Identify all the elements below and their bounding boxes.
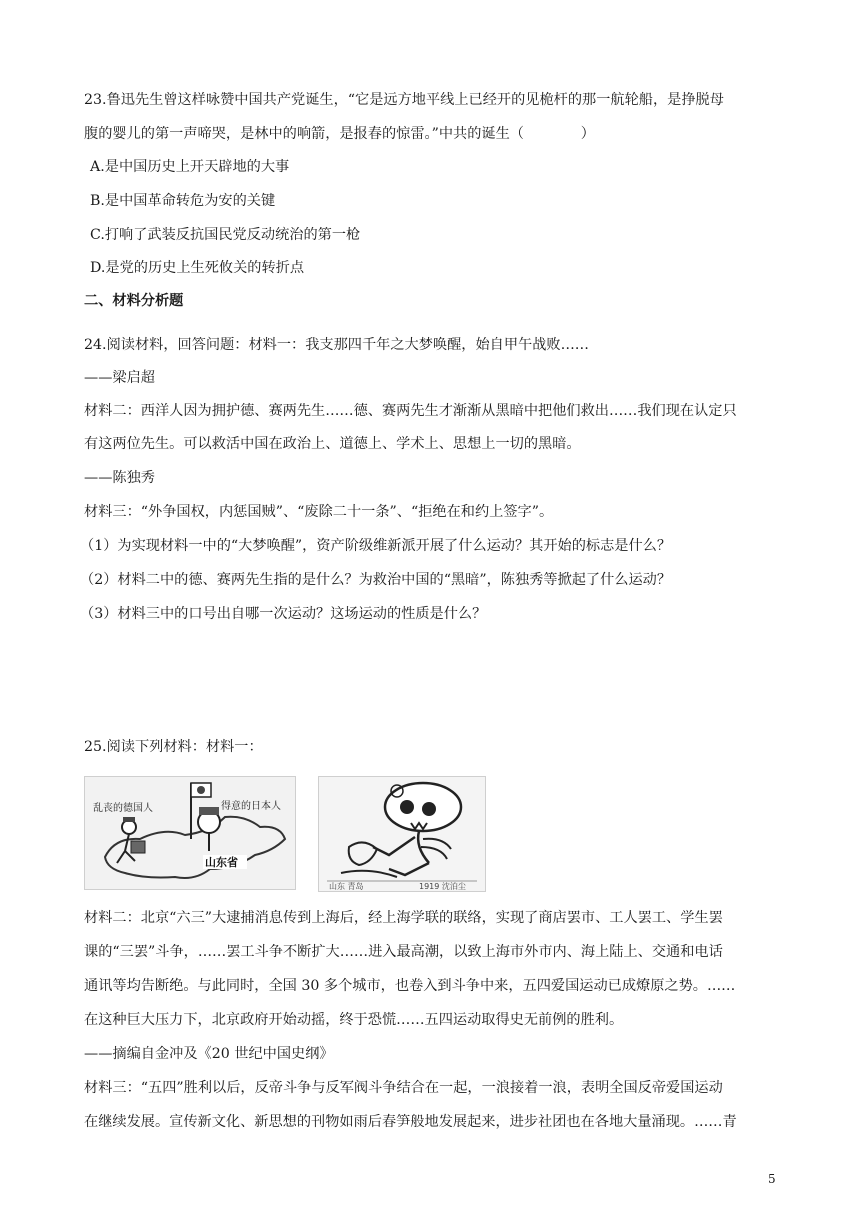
q25-material2-line1: 材料二：北京“六三”大逮捕消息传到上海后，经上海学联的联络，实现了商店罢市、工人罢工、学生罢 xyxy=(84,910,723,926)
label-german: 乱丧的德国人 xyxy=(93,803,153,814)
q23-option-a: A.是中国历史上开天辟地的大事 xyxy=(90,159,290,175)
cartoon-shandong-map xyxy=(84,776,296,890)
q24-question-3: （3）材料三中的口号出自哪一次运动？这场运动的性质是什么？ xyxy=(80,606,487,622)
cartoon2-caption-right: 1919 沈泊尘 xyxy=(419,882,466,891)
q24-question-2: （2）材料二中的德、赛两先生指的是什么？为救治中国的“黑暗”，陈独秀等掀起了什么运动？ xyxy=(80,572,672,588)
q25-material3-line2: 在继续发展。宣传新文化、新思想的刊物如雨后春笋般地发展起来，进步社团也在各地大量涌现。……青 xyxy=(84,1114,737,1130)
q24-intro: 24.阅读材料，回答问题：材料一：我支那四千年之大梦唤醒，始自甲午战败…… xyxy=(84,337,589,353)
q25-material3-line1: 材料三：“五四”胜利以后，反帝斗争与反军阀斗争结合在一起，一浪接着一浪，表明全国反帝爱国运动 xyxy=(84,1080,723,1096)
section-heading: 二、材料分析题 xyxy=(84,293,184,309)
q23-option-b: B.是中国革命转危为安的关键 xyxy=(90,193,276,209)
q25-material2-line3: 通讯等均告断绝。与此同时，全国 30 多个城市，也卷入到斗争中来，五四爱国运动已成燎原之势。…… xyxy=(84,978,736,994)
q24-material2-line1: 材料二：西洋人因为拥护德、赛两先生……德、赛两先生才渐渐从黑暗中把他们救出……我们现在认定只 xyxy=(84,403,737,419)
cartoon-skeleton xyxy=(318,776,486,892)
page-number: 5 xyxy=(768,1172,776,1186)
q23-option-d: D.是党的历史上生死攸关的转折点 xyxy=(90,260,305,276)
q23-stem-line2: 腹的婴儿的第一声啼哭，是林中的响箭，是报春的惊雷。”中共的诞生（ ） xyxy=(84,126,595,142)
q23-option-c: C.打响了武装反抗国民党反动统治的第一枪 xyxy=(90,227,361,243)
q24-material2-line2: 有这两位先生。可以救活中国在政治上、道德上、学术上、思想上一切的黑暗。 xyxy=(84,436,581,452)
q24-material3: 材料三：“外争国权，内惩国贼”、“废除二十一条”、“拒绝在和约上签字”。 xyxy=(84,504,554,520)
q25-material2-line2: 课的“三罢”斗争，……罢工斗争不断扩大……进入最高潮，以致上海市外市内、海上陆上、交通和电话 xyxy=(84,944,723,960)
q25-attribution: ——摘编自金冲及《20 世纪中国史纲》 xyxy=(84,1046,334,1062)
cartoon2-caption-left: 山东 青岛 xyxy=(329,882,364,891)
label-shandong: 山东省 xyxy=(205,856,238,869)
q25-material2-line4: 在这种巨大压力下，北京政府开始动摇，终于恐慌……五四运动取得史无前例的胜利。 xyxy=(84,1012,624,1028)
q24-attribution-1: ——梁启超 xyxy=(84,370,155,386)
label-japanese: 得意的日本人 xyxy=(221,801,281,812)
q24-question-1: （1）为实现材料一中的“大梦唤醒”，资产阶级维新派开展了什么运动？其开始的标志是什么？ xyxy=(80,538,672,554)
q24-attribution-2: ——陈独秀 xyxy=(84,470,155,486)
q23-stem-line1: 23.鲁迅先生曾这样咏赞中国共产党诞生，“它是远方地平线上已经开的见桅杆的那一航轮船，是挣脱母 xyxy=(84,92,724,108)
q25-intro: 25.阅读下列材料：材料一： xyxy=(84,739,263,755)
